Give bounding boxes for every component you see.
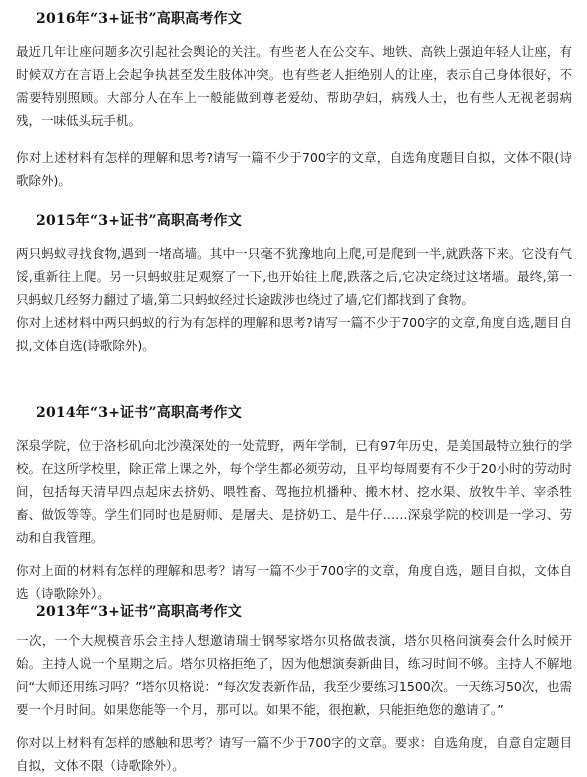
essay-section-2015 [16,210,572,357]
section-question: 你对以上材料有怎样的感触和思考？请写一篇不少于700字的文章。要求：自选角度，自意自定题目自拟，文体不限（诗歌除外）。 [16,735,572,773]
section-question: 你对上述材料有怎样的理解和思考?请写一篇不少于700字的文章，自选角度题目自拟，文体不限(诗歌除外)。 [16,150,572,188]
section-title: 2013年“3+证书”高职高考作文 [36,604,242,620]
section-material: 两只蚂蚁寻找食物,遇到一堵高墙。其中一只毫不犹豫地向上爬,可是爬到一半,就跌落下来。它没有气馁,重新往上爬。另一只蚂蚁驻足观察了一下,也开始往上爬,跌落之后,它决定绕过这堵墙。最终,第一只蚂蚁几经努力翻过了墙,第二只蚂蚁经过长途跋涉也绕过了墙,它们都找到了食物。 [16,246,572,307]
essay-section-2016 [16,8,572,192]
section-title: 2016年“3+证书”高职高考作文 [36,11,242,27]
section-title: 2015年“3+证书”高职高考作文 [36,213,242,229]
section-material: 最近几年让座问题多次引起社会舆论的关注。有些老人在公交车、地铁、高铁上强迫年轻人让座，有时候双方在言语上会起争执甚至发生肢体冲突。也有些老人拒绝别人的让座，表示自己身体很好，不需要特别照顾。大部分人在车上一般能做到尊老爱幼、帮助孕妇，病残人士，也有些人无视老弱病残，一味低头玩手机。 [16,44,572,128]
section-question: 你对上述材料中两只蚂蚁的行为有怎样的理解和思考?请写一篇不少于700字的文章,角度自选,题目自拟,文体自选(诗歌除外)。 [16,315,572,353]
essay-section-2014 [16,402,572,605]
essay-section-2013 [16,601,572,777]
section-title: 2014年“3+证书”高职高考作文 [36,405,242,421]
section-material: 一次，一个大规模音乐会主持人想邀请瑞士钢琴家塔尔贝格做表演，塔尔贝格问演奏会什么时候开始。主持人说一个星期之后。塔尔贝格拒绝了，因为他想演奏新曲目，练习时间不够。主持人不解地问“大师还用练习吗？”塔尔贝格说：“每次发表新作品，我至少要练习1500次。一天练习50次，也需要一个月时间。如果您能等一个月，那可以。如果不能，很抱歉，只能拒绝您的邀请了。” [16,633,572,717]
section-material: 深泉学院，位于洛杉矶向北沙漠深处的一处荒野，两年学制，已有97年历史，是美国最特立独行的学校。在这所学校里，除正常上课之外，每个学生都必须劳动，且平均每周要有不少于20小时的劳动时间，包括每天清早四点起床去挤奶、喂牲畜、驾拖拉机播种、搬木材、挖水渠、放牧牛羊、宰杀牲畜、做饭等等。学生们同时也是厨师、是屠夫、是挤奶工、是牛仔……深泉学院的校训是一学习、劳动和自我管理。 [16,438,572,545]
section-question: 你对上面的材料有怎样的理解和思考？请写一篇不少于700字的文章，角度自选，题目自拟，文体自选（诗歌除外）。 [16,563,572,601]
